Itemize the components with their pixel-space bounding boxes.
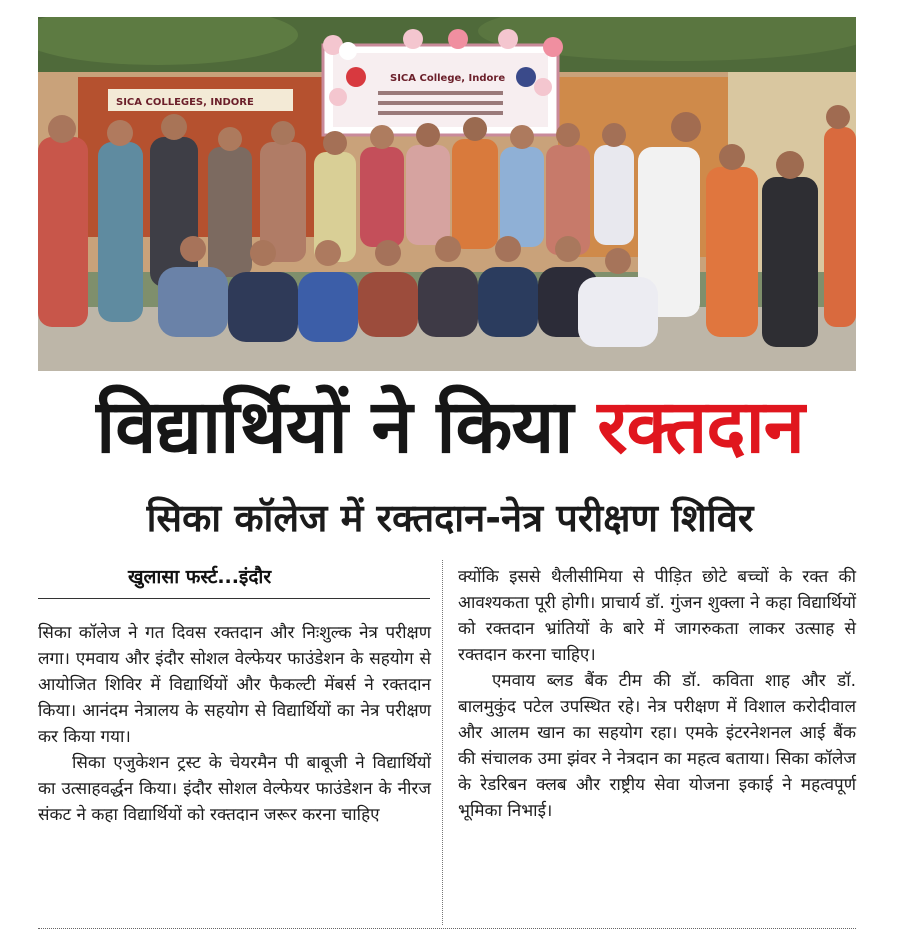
paragraph: एमवाय ब्लड बैंक टीम की डॉ. कविता शाह और डॉ. बालमुकुंद पटेल उपस्थित रहे। नेत्र परीक्षण में विशाल करोदीवाल और आलम खान का सहयोग रहा। एमके इंटरनेशनल आई बैंक की संचालक उमा झंवर ने नेत्रदान का महत्व बताया। सिका कॉलेज के रेडरिबन क्लब और राष्ट्रीय सेवा योजना इकाई ने महत्वपूर्ण भूमिका निभाई। bbox=[458, 671, 856, 821]
subheadline: सिका कॉलेज में रक्तदान-नेत्र परीक्षण शिविर bbox=[146, 496, 754, 540]
byline: खुलासा फर्स्ट...इंदौर bbox=[128, 566, 272, 588]
byline-rule bbox=[38, 598, 430, 599]
college-sign-text: SICA COLLEGES, INDORE bbox=[116, 97, 254, 108]
group-photo-illustration bbox=[38, 17, 856, 371]
article-column-left bbox=[38, 620, 431, 828]
headline-main: विद्यार्थियों ने किया bbox=[96, 384, 573, 470]
headline bbox=[30, 372, 870, 482]
event-banner-text: SICA College, Indore bbox=[390, 73, 506, 84]
paragraph: क्योंकि इससे थैलीसीमिया से पीड़ित छोटे बच्चों के रक्त की आवश्यकता पूरी होगी। प्राचार्य डॉ. गुंजन शुक्ला ने कहा विद्यार्थियों को रक्तदान भ्रांतियों के बारे में जागरुकता लाकर उत्साह से रक्तदान करना चाहिए। bbox=[458, 567, 856, 665]
group-photo bbox=[38, 17, 856, 371]
paragraph: सिका कॉलेज ने गत दिवस रक्तदान और निःशुल्क नेत्र परीक्षण लगा। एमवाय और इंदौर सोशल वेल्फेयर फाउंडेशन के सहयोग से आयोजित शिविर में विद्यार्थियों और फैकल्टी मेंबर्स ने रक्तदान किया। आनंदम नेत्रालय के सहयोग से विद्यार्थियों का नेत्र परीक्षण कर किया गया। bbox=[38, 623, 431, 747]
bottom-rule bbox=[38, 928, 856, 929]
paragraph: सिका एजुकेशन ट्रस्ट के चेयरमैन पी बाबूजी ने विद्यार्थियों का उत्साहवर्द्धन किया। इंदौर सोशल वेल्फेयर फाउंडेशन के नीरज संकट ने कहा विद्यार्थियों को रक्तदान जरूर करना चाहिए bbox=[38, 753, 431, 825]
headline-highlight: रक्तदान bbox=[597, 384, 804, 470]
article-column-right bbox=[458, 564, 856, 824]
column-divider bbox=[442, 560, 443, 925]
